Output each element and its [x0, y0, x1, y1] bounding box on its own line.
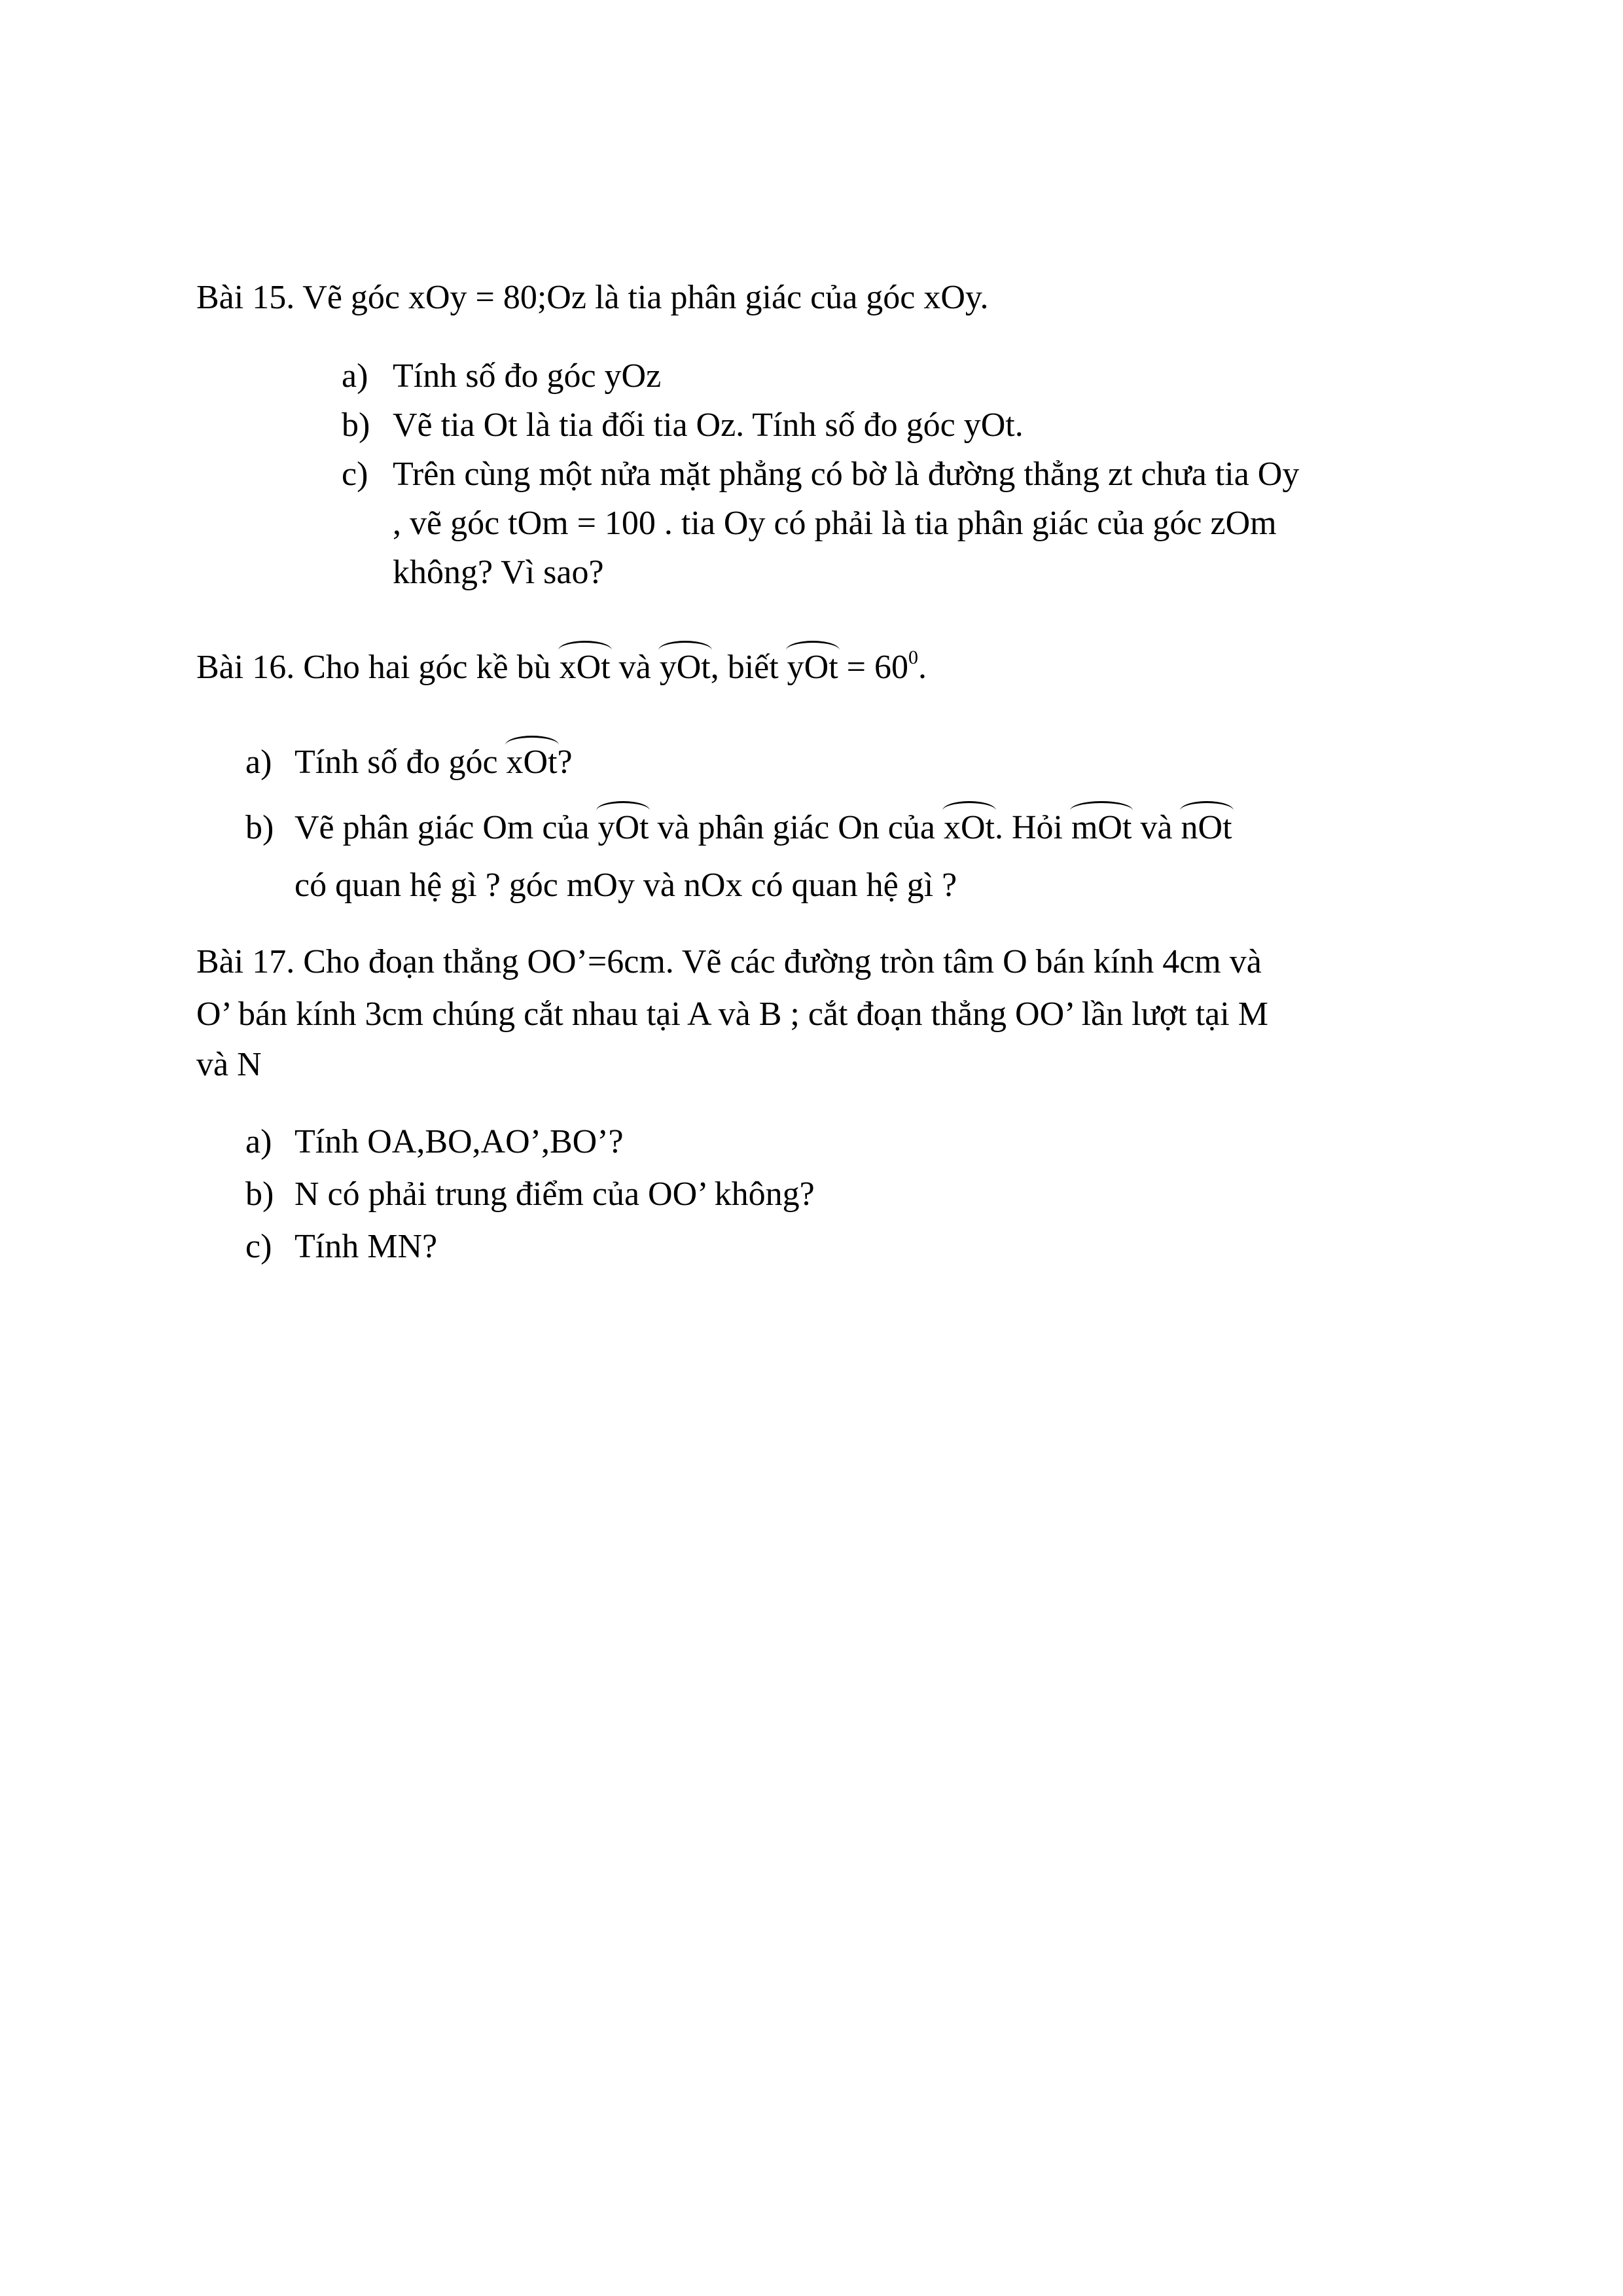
bai17-line2: O’ bán kính 3cm chúng cắt nhau tại A và B ; cắt đoạn thẳng OO’ lần lượt tại M — [196, 996, 1268, 1033]
bai16-b-va: và — [1140, 809, 1173, 846]
bai15-b-label: b) — [342, 406, 370, 444]
bai15-a-text: Tính số đo góc yOz — [393, 357, 662, 395]
angle-not: nOt — [1181, 805, 1232, 851]
bai16-b-hoi: . Hỏi — [994, 809, 1063, 846]
bai17-a-text: Tính OA,BO,AO’,BO’? — [294, 1123, 624, 1160]
bai16-b-label: b) — [245, 809, 274, 846]
bai15-c-line1: Trên cùng một nửa mặt phẳng có bờ là đường thẳng zt chưa tia Oy — [393, 456, 1300, 493]
bai17-b-text: N có phải trung điểm của OO’ không? — [294, 1175, 815, 1213]
bai15-a-label: a) — [342, 357, 368, 395]
bai16-title-pre: Bài 16. Cho hai góc kề bù — [196, 649, 551, 686]
angle-yot-value: yOt — [787, 645, 838, 691]
bai16-biet: , biết — [710, 649, 779, 686]
bai16-b-mid: và phân giác On của — [657, 809, 935, 846]
bai16-va: và — [618, 649, 651, 686]
bai15-c-line3: không? Vì sao? — [393, 554, 604, 591]
bai17-b-label: b) — [245, 1175, 274, 1213]
angle-xot-question: xOt — [507, 740, 558, 785]
bai17-c-text: Tính MN? — [294, 1228, 438, 1265]
bai17-c-label: c) — [245, 1228, 272, 1265]
angle-xot-bisect: xOt — [944, 805, 995, 851]
bai16-b-pre: Vẽ phân giác Om của — [294, 809, 590, 846]
bai15-title: Bài 15. Vẽ góc xOy = 80;Oz là tia phân giác của góc xOy. — [196, 279, 989, 316]
angle-mot: mOt — [1071, 805, 1132, 851]
bai16-b-text — [294, 805, 1232, 851]
bai16-a-text — [294, 740, 573, 785]
bai16-b-line2: có quan hệ gì ? góc mOy và nOx có quan hệ gì ? — [294, 867, 957, 904]
bai16-title — [196, 645, 927, 691]
bai17-a-label: a) — [245, 1123, 272, 1160]
bai16-a-pre: Tính số đo góc — [294, 744, 498, 781]
bai16-a-post: ? — [557, 744, 573, 781]
bai17-line1: Bài 17. Cho đoạn thẳng OO’=6cm. Vẽ các đường tròn tâm O bán kính 4cm và — [196, 943, 1262, 980]
angle-xot: xOt — [560, 645, 611, 691]
bai15-c-line2: , vẽ góc tOm = 100 . tia Oy có phải là tia phân giác của góc zOm — [393, 505, 1277, 542]
bai15-b-text: Vẽ tia Ot là tia đối tia Oz. Tính số đo góc yOt. — [393, 406, 1024, 444]
bai15-c-label: c) — [342, 456, 368, 493]
bai17-line3: và N — [196, 1046, 262, 1083]
bai16-eq: = 60 — [846, 649, 908, 686]
angle-yot-bisect: yOt — [597, 805, 649, 851]
bai16-end: . — [918, 649, 927, 686]
degree-mark: 0 — [908, 647, 918, 668]
bai16-a-label: a) — [245, 744, 272, 781]
angle-yot: yOt — [660, 645, 711, 691]
